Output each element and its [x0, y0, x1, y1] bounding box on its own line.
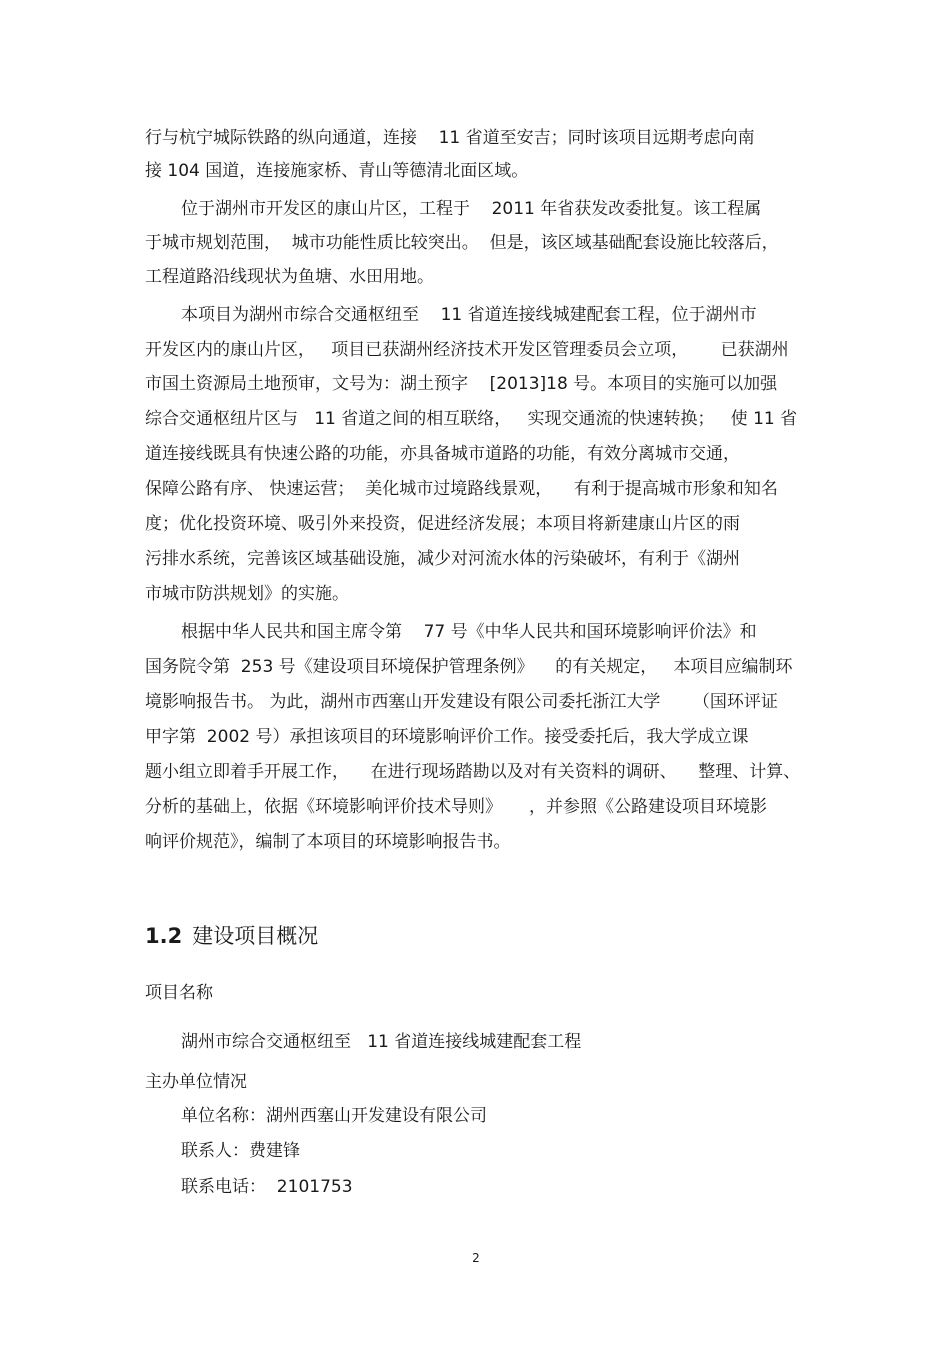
paragraph-4-line-3: 境影响报告书。 为此，湖州市西塞山开发建设有限公司委托浙江大学 （国环评证 — [145, 692, 778, 712]
paragraph-3-line-9: 市城市防洪规划》的实施。 — [145, 584, 349, 604]
paragraph-3-line-3: 市国土资源局土地预审，文号为：湖土预字 [2013]18 号。本项目的实施可以加强 — [145, 374, 778, 394]
paragraph-3-line-5: 道连接线既具有快速公路的功能，亦具备城市道路的功能，有效分离城市交通， — [145, 444, 740, 464]
paragraph-4-line-5: 题小组立即着手开展工作， 在进行现场踏勘以及对有关资料的调研、 整理、计算、 — [145, 762, 801, 782]
paragraph-3-line-1: 本项目为湖州市综合交通枢纽至 11 省道连接线城建配套工程，位于湖州市 — [181, 305, 757, 325]
paragraph-4-line-1: 根据中华人民共和国主席令第 77 号《中华人民共和国环境影响评价法》和 — [181, 622, 757, 642]
paragraph-4-line-6: 分析的基础上，依据《环境影响评价技术导则》 ，并参照《公路建设项目环境影 — [145, 797, 768, 817]
paragraph-4-line-7: 响评价规范》，编制了本项目的环境影响报告书。 — [145, 832, 511, 852]
section-number: 1.2 — [145, 924, 183, 948]
paragraph-3-line-2: 开发区内的康山片区， 项目已获湖州经济技术开发区管理委员会立项， 已获湖州 — [145, 340, 789, 360]
paragraph-2-line-3: 工程道路沿线现状为鱼塘、水田用地。 — [145, 267, 434, 287]
paragraph-3-line-8: 污排水系统，完善该区域基础设施，减少对河流水体的污染破坏，有利于《湖州 — [145, 549, 740, 569]
paragraph-4-line-4: 甲字第 2002 号）承担该项目的环境影响评价工作。接受委托后，我大学成立课 — [145, 727, 749, 747]
project-name-label: 项目名称 — [145, 983, 213, 1003]
paragraph-4-line-2: 国务院令第 253 号《建设项目环境保护管理条例》 的有关规定， 本项目应编制环 — [145, 657, 793, 677]
paragraph-3-line-7: 度；优化投资环境、吸引外来投资，促进经济发展；本项目将新建康山片区的雨 — [145, 514, 740, 534]
sponsor-unit-name: 单位名称：湖州西塞山开发建设有限公司 — [181, 1106, 487, 1126]
paragraph-2-line-2: 于城市规划范围， 城市功能性质比较突出。 但是，该区域基础配套设施比较落后， — [145, 233, 779, 253]
section-heading — [145, 923, 318, 949]
sponsor-contact: 联系人：费建锋 — [181, 1141, 300, 1161]
paragraph-3-line-6: 保障公路有序、 快速运营； 美化城市过境路线景观， 有利于提高城市形象和知名 — [145, 479, 778, 499]
paragraph-1-line-2: 接 104 国道，连接施家桥、青山等德清北面区域。 — [145, 161, 529, 181]
paragraph-3-line-4: 综合交通枢纽片区与 11 省道之间的相互联络， 实现交通流的快速转换； 使 11 省 — [145, 409, 798, 429]
section-title: 建设项目概况 — [192, 924, 319, 948]
page-number: 2 — [472, 1251, 480, 1265]
sponsor-label: 主办单位情况 — [145, 1072, 247, 1092]
paragraph-1-line-1: 行与杭宁城际铁路的纵向通道，连接 11 省道至安吉；同时该项目远期考虑向南 — [145, 128, 755, 148]
project-name-value: 湖州市综合交通枢纽至 11 省道连接线城建配套工程 — [181, 1032, 582, 1052]
sponsor-phone: 联系电话： 2101753 — [181, 1177, 353, 1197]
paragraph-2-line-1: 位于湖州市开发区的康山片区，工程于 2011 年省获发改委批复。该工程属 — [181, 199, 762, 219]
